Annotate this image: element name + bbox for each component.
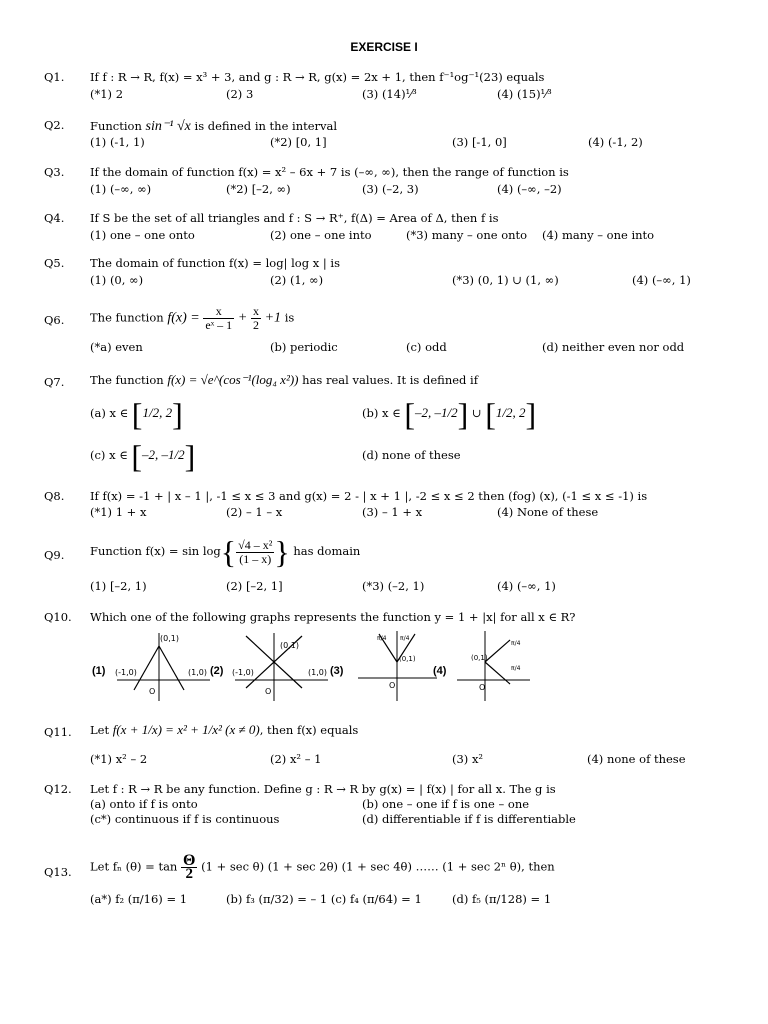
- option-b: (b) one – one if f is one – one: [362, 797, 530, 811]
- graph-label-4: (4): [433, 665, 447, 677]
- origin-label: O: [389, 681, 396, 690]
- question-number: Q9.: [44, 548, 65, 562]
- denominator: 2: [252, 318, 259, 332]
- question-post: has real values. It is defined if: [302, 373, 478, 387]
- option-2: (*2) [–2, ∞): [226, 182, 291, 196]
- option-3: (3) x²: [452, 752, 484, 766]
- fraction: [236, 539, 274, 566]
- point-label: (0,1): [160, 634, 179, 643]
- origin-label: O: [149, 687, 156, 696]
- option-4: (4) None of these: [497, 505, 599, 519]
- option-4: (4) (–∞, 1): [497, 579, 556, 593]
- question-text: If f(x) = -1 + | x – 1 |, -1 ≤ x ≤ 3 and g(x) = 2 - | x + 1 |, -2 ≤ x ≤ 2 then (fog) (x), (-1 ≤ x ≤ -1) is: [90, 489, 648, 503]
- bracket-close: ]: [172, 396, 183, 432]
- question-pre: Let fₙ (θ) = tan: [90, 859, 178, 874]
- page-title: EXERCISE I: [350, 40, 418, 54]
- option-4: (4) (15)¹⁄³: [497, 87, 552, 101]
- denominator: eˣ – 1: [205, 318, 233, 332]
- point-label: (1,0): [308, 668, 327, 677]
- fraction: [203, 305, 234, 332]
- bracket-open: [: [131, 396, 143, 432]
- question-number: Q11.: [44, 725, 72, 739]
- option-label: (c) x ∈: [90, 448, 128, 462]
- option-1: (*a) even: [90, 340, 143, 354]
- bracket-open: [: [404, 396, 415, 432]
- question-post: is defined in the interval: [194, 119, 338, 133]
- option-b: [362, 396, 537, 432]
- point-label: (0,1): [399, 655, 416, 663]
- question-number: Q2.: [44, 118, 65, 132]
- option-d: (d) f₅ (π/128) = 1: [452, 892, 552, 906]
- option-a: [90, 396, 183, 432]
- plus-sign: +: [237, 310, 248, 326]
- option-d: (d) none of these: [362, 448, 461, 462]
- option-a: (a*) f₂ (π/16) = 1: [90, 892, 188, 906]
- numerator: x: [203, 305, 234, 319]
- graph-label-3: (3): [330, 665, 344, 677]
- bracket-open: [: [485, 396, 496, 432]
- fraction: [181, 854, 197, 881]
- question-number: Q5.: [44, 256, 65, 270]
- bracket-close: ]: [184, 438, 196, 474]
- option-4: (d) neither even nor odd: [542, 340, 685, 354]
- question-post: has domain: [293, 544, 361, 558]
- graph-4: [455, 628, 533, 703]
- bracket-close: ]: [457, 396, 469, 432]
- graph-2: [230, 628, 330, 703]
- question-post: , then f(x) equals: [259, 723, 359, 737]
- question-text: If f : R → R, f(x) = x³ + 3, and g : R → R, g(x) = 2x + 1, then f⁻¹og⁻¹(23) equals: [90, 70, 545, 84]
- question-pre: The function: [90, 310, 164, 325]
- question-number: Q1.: [44, 70, 65, 84]
- question-number: Q4.: [44, 211, 65, 225]
- math-expression: f(x + 1/x) = x² + 1/x² (x ≠ 0): [112, 722, 260, 737]
- question-text: [90, 372, 478, 388]
- option-3: (3) (14)¹⁄³: [362, 87, 417, 101]
- function-name: f(x) =: [167, 310, 200, 326]
- option-3: (*3) (–2, 1): [362, 579, 425, 593]
- question-number: Q13.: [44, 865, 72, 879]
- option-3: (*3) many – one onto: [406, 228, 528, 242]
- point-label: (-1,0): [115, 668, 137, 677]
- question-number: Q10.: [44, 610, 72, 624]
- option-3: (3) [-1, 0]: [452, 135, 507, 149]
- option-1: (*1) x² – 2: [90, 752, 148, 766]
- option-b-c: (b) f₃ (π/32) = – 1 (c) f₄ (π/64) = 1: [226, 892, 422, 906]
- question-post: (1 + sec θ) (1 + sec 2θ) (1 + sec 4θ) …… (1 + sec 2ⁿ θ), then: [201, 859, 555, 874]
- option-2: (*2) [0, 1]: [270, 135, 327, 149]
- question-text: [90, 722, 358, 738]
- fraction: [251, 305, 261, 332]
- question-text: Which one of the following graphs represents the function y = 1 + |x| for all x ∈ R?: [90, 610, 576, 624]
- option-4: (4) none of these: [587, 752, 686, 766]
- question-pre: Let: [90, 723, 110, 737]
- denominator: 2: [181, 867, 197, 881]
- point-label: (-1,0): [232, 668, 254, 677]
- angle-label: π/4: [377, 635, 387, 642]
- angle-label: π/4: [511, 665, 521, 672]
- numerator: Θ: [183, 852, 196, 869]
- question-number: Q12.: [44, 782, 72, 796]
- option-3: (3) – 1 + x: [362, 505, 423, 519]
- interval-value: 1/2, 2: [142, 405, 173, 420]
- constant-term: +1: [264, 310, 282, 326]
- question-number: Q8.: [44, 489, 65, 503]
- brace-close: }: [274, 534, 290, 570]
- question-number: Q7.: [44, 375, 65, 389]
- option-label: (a) x ∈: [90, 406, 129, 420]
- question-number: Q6.: [44, 313, 65, 327]
- question-10: [0, 610, 768, 700]
- interval-value: –2, –1/2: [414, 405, 458, 420]
- point-label: (1,0): [188, 668, 207, 677]
- option-3: (c) odd: [406, 340, 447, 354]
- graph-label-1: (1): [92, 665, 106, 677]
- denominator: (1 – x): [239, 551, 272, 566]
- math-expression: f(x) = √e^(cos⁻¹(log₄ x²)): [167, 372, 299, 387]
- option-d: (d) differentiable if f is differentiable: [362, 812, 576, 826]
- graph-label-2: (2): [210, 665, 224, 677]
- option-1: (1) (–∞, ∞): [90, 182, 152, 196]
- interval-value: 1/2, 2: [495, 405, 526, 420]
- numerator: √4 – x²: [238, 537, 273, 552]
- option-2: (2) x² – 1: [270, 752, 322, 766]
- angle-label: π/4: [400, 635, 410, 642]
- option-2: (2) (1, ∞): [270, 273, 324, 287]
- origin-label: O: [265, 687, 272, 696]
- point-label: (0,1): [280, 641, 299, 650]
- question-text: Let f : R → R be any function. Define g : R → R by g(x) = | f(x) | for all x. The g is: [90, 782, 556, 796]
- option-2: (b) periodic: [270, 340, 338, 354]
- question-text: [90, 118, 337, 135]
- option-1: (*1) 2: [90, 87, 124, 101]
- graph-3: [355, 628, 440, 703]
- question-post: is: [284, 310, 295, 325]
- option-3: (*3) (0, 1) ∪ (1, ∞): [452, 273, 559, 287]
- option-4: (4) (-1, 2): [588, 135, 643, 149]
- interval-value: –2, –1/2: [142, 447, 185, 462]
- union-symbol: ∪: [471, 406, 482, 420]
- angle-label: π/4: [511, 640, 521, 647]
- question-pre: Function: [90, 119, 142, 133]
- option-2: (2) – 1 – x: [226, 505, 283, 519]
- question-text: [90, 305, 294, 332]
- question-text: [90, 854, 555, 881]
- option-1: (1) one – one onto: [90, 228, 195, 242]
- origin-label: O: [479, 683, 486, 692]
- math-expression: sin⁻¹ √x: [145, 119, 191, 134]
- option-c: (c*) continuous if f is continuous: [90, 812, 280, 826]
- bracket-open: [: [131, 438, 143, 474]
- question-text: The domain of function f(x) = log| log x | is: [90, 256, 340, 270]
- option-4: (4) many – one into: [542, 228, 655, 242]
- option-1: (1) (0, ∞): [90, 273, 144, 287]
- question-number: Q3.: [44, 165, 65, 179]
- option-4: (4) (–∞, 1): [632, 273, 691, 287]
- graph-1: [112, 628, 212, 703]
- option-1: (*1) 1 + x: [90, 505, 147, 519]
- point-label: (0,1): [471, 654, 488, 662]
- question-text: If the domain of function f(x) = x² – 6x + 7 is (–∞, ∞), then the range of function is: [90, 165, 569, 179]
- brace-open: {: [220, 534, 237, 570]
- option-1: (1) [–2, 1): [90, 579, 147, 593]
- question-text: [90, 534, 361, 570]
- option-label: (b) x ∈: [362, 406, 401, 420]
- option-1: (1) (-1, 1): [90, 135, 145, 149]
- option-a: (a) onto if f is onto: [90, 797, 198, 811]
- numerator: x: [252, 304, 259, 318]
- option-3: (3) (–2, 3): [362, 182, 419, 196]
- option-4: (4) (–∞, –2): [497, 182, 562, 196]
- option-2: (2) [–2, 1]: [226, 579, 283, 593]
- option-2: (2) one – one into: [270, 228, 372, 242]
- bracket-close: ]: [525, 396, 537, 432]
- question-pre: The function: [90, 373, 164, 387]
- question-pre: Function f(x) = sin log: [90, 544, 221, 558]
- option-2: (2) 3: [226, 87, 254, 101]
- option-c: [90, 438, 196, 474]
- question-text: If S be the set of all triangles and f : S → R⁺, f(Δ) = Area of Δ, then f is: [90, 211, 499, 225]
